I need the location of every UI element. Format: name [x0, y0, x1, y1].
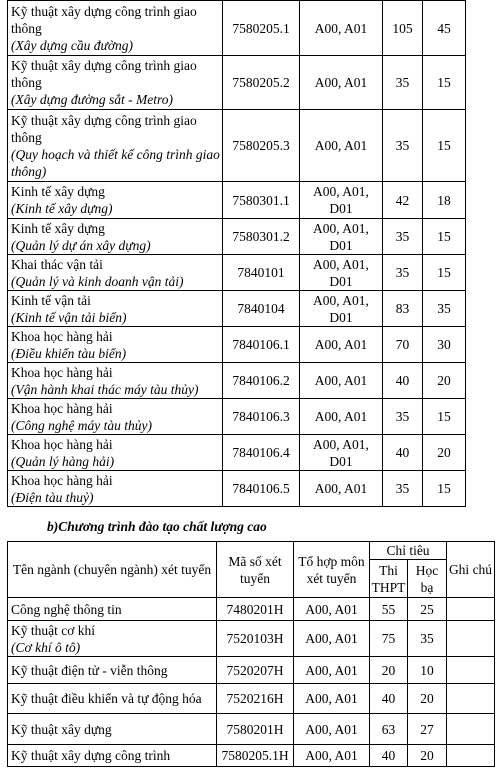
header-name: Tên ngành (chuyên ngành) xét tuyển: [8, 542, 217, 598]
table-row: [8, 621, 495, 657]
program-name-cell: [8, 291, 223, 327]
quota-hocba: 15: [423, 399, 466, 435]
quota-hocba: 20: [423, 435, 466, 471]
program-name-cell: [8, 714, 217, 745]
program-code: 7580205.3: [223, 110, 300, 182]
quota-thpt: 35: [383, 255, 423, 291]
subject-combo: A00, A01: [294, 621, 370, 657]
quota-hocba: 20: [423, 363, 466, 399]
quota-hocba: 10: [408, 657, 447, 684]
program-code: 7840106.2: [223, 363, 300, 399]
quota-hocba: 45: [423, 1, 466, 56]
quota-thpt: 35: [383, 399, 423, 435]
subject-combo: A00, A01: [300, 399, 383, 435]
specialization: (Quản lý hàng hải): [11, 453, 115, 469]
note-cell: [447, 714, 495, 745]
note-cell: [447, 745, 495, 767]
table-header-row: [8, 542, 495, 560]
quota-thpt: 35: [383, 56, 423, 110]
table-row: [8, 745, 495, 767]
quota-thpt: 20: [370, 657, 408, 684]
program-code: 7580205.1: [223, 1, 300, 56]
program-name: Khoa học hàng hải: [11, 472, 113, 488]
program-name: Khoa học hàng hải: [11, 436, 113, 452]
specialization: (Quản lý và kinh doanh vận tải): [11, 273, 184, 289]
table-row: [8, 255, 466, 291]
program-name-cell: [8, 745, 217, 767]
subject-combo: A00, A01: [300, 363, 383, 399]
program-name-cell: [8, 1, 223, 56]
quota-thpt: 63: [370, 714, 408, 745]
quota-hocba: 35: [408, 621, 447, 657]
program-name-cell: [8, 684, 217, 714]
quota-hocba: 35: [423, 291, 466, 327]
quota-thpt: 105: [383, 1, 423, 56]
header-thpt: Thi THPT: [370, 560, 408, 598]
program-name-cell: [8, 471, 223, 507]
specialization: (Cơ khí ô tô): [11, 639, 81, 655]
note-cell: [447, 598, 495, 621]
table-row: [8, 714, 495, 745]
quota-hocba: 30: [423, 327, 466, 363]
quota-thpt: 55: [370, 598, 408, 621]
table-row: [8, 110, 466, 182]
program-code: 7840106.5: [223, 471, 300, 507]
table-row: [8, 435, 466, 471]
subject-combo: A00, A01, D01: [300, 255, 383, 291]
program-name: Công nghệ thông tin: [11, 601, 122, 617]
quota-thpt: 35: [383, 110, 423, 182]
subject-combo: A00, A01: [294, 684, 370, 714]
quota-hocba: 25: [408, 598, 447, 621]
subject-combo: A00, A01: [294, 657, 370, 684]
quota-thpt: 35: [383, 471, 423, 507]
quota-thpt: 40: [383, 363, 423, 399]
specialization: (Xây dựng đường sắt - Metro): [11, 92, 174, 107]
program-name: Khai thác vận tải: [11, 256, 103, 272]
program-code: 7840104: [223, 291, 300, 327]
subject-combo: A00, A01: [294, 714, 370, 745]
header-hocba: Học bạ: [408, 560, 447, 598]
quota-thpt: 70: [383, 327, 423, 363]
program-name: Kỹ thuật xây dựng công trình: [11, 748, 171, 763]
program-code: 7520216H: [217, 684, 294, 714]
program-name-cell: [8, 363, 223, 399]
subject-combo: A00, A01: [294, 745, 370, 767]
program-code: 7840106.1: [223, 327, 300, 363]
quota-hocba: 15: [423, 219, 466, 255]
program-name: Khoa học hàng hải: [11, 400, 113, 416]
quota-hocba: 15: [423, 110, 466, 182]
program-code: 7580301.1: [223, 182, 300, 219]
program-name: Kỹ thuật điện tử - viễn thông: [11, 662, 168, 678]
program-name-cell: [8, 399, 223, 435]
program-code: 7580205.1H: [217, 745, 294, 767]
program-name-cell: [8, 56, 223, 110]
program-name-cell: [8, 327, 223, 363]
program-code: 7520207H: [217, 657, 294, 684]
program-code: 7580301.2: [223, 219, 300, 255]
program-code: 7480201H: [217, 598, 294, 621]
program-code: 7580201H: [217, 714, 294, 745]
program-name: Kỹ thuật xây dựng: [11, 721, 112, 737]
subject-combo: A00, A01: [300, 327, 383, 363]
specialization: (Điện tàu thuỷ): [11, 489, 94, 505]
program-name: Kỹ thuật xây dựng công trình giao thông: [11, 3, 197, 36]
program-code: 7840101: [223, 255, 300, 291]
program-name: Kinh tế xây dựng: [11, 184, 105, 199]
subject-combo: A00, A01: [300, 1, 383, 56]
quota-hocba: 15: [423, 56, 466, 110]
program-code: 7840106.3: [223, 399, 300, 435]
admission-table-high-quality: [7, 541, 495, 767]
table-row: [8, 471, 466, 507]
subject-combo: A00, A01, D01: [300, 435, 383, 471]
program-name-cell: [8, 255, 223, 291]
subject-combo: A00, A01, D01: [300, 291, 383, 327]
note-cell: [447, 657, 495, 684]
program-name: Kỹ thuật xây dựng công trình giao thông: [11, 112, 197, 145]
header-code: Mã số xét tuyển: [217, 542, 294, 598]
specialization: (Kinh tế xây dựng): [11, 201, 113, 216]
specialization: (Điều khiển tàu biển): [11, 345, 127, 361]
subject-combo: A00, A01: [300, 56, 383, 110]
program-name-cell: [8, 182, 223, 219]
quota-thpt: 83: [383, 291, 423, 327]
quota-thpt: 40: [370, 745, 408, 767]
specialization: (Quản lý dự án xây dựng): [11, 237, 151, 253]
section-b-title: b)Chương trình đào tạo chất lượng cao: [47, 519, 267, 534]
table-row: [8, 598, 495, 621]
table-row: [8, 657, 495, 684]
program-name-cell: [8, 219, 223, 255]
quota-hocba: 20: [408, 745, 447, 767]
table-row: [8, 1, 466, 56]
note-cell: [447, 684, 495, 714]
program-name: Kinh tế xây dựng: [11, 220, 105, 236]
header-note: Ghi chú: [447, 542, 495, 598]
program-name: Kỹ thuật xây dựng công trình giao thông: [11, 58, 197, 90]
subject-combo: A00, A01, D01: [300, 182, 383, 219]
subject-combo: A00, A01: [300, 471, 383, 507]
table-row: [8, 327, 466, 363]
specialization: (Kinh tế vận tải biển): [11, 309, 127, 325]
program-name-cell: [8, 657, 217, 684]
program-name-cell: [8, 435, 223, 471]
quota-thpt: 35: [383, 219, 423, 255]
table-row: [8, 182, 466, 219]
specialization: (Xây dựng cầu đường): [11, 37, 134, 53]
table-row: [8, 684, 495, 714]
program-code: 7580205.2: [223, 56, 300, 110]
quota-hocba: 15: [423, 255, 466, 291]
subject-combo: A00, A01, D01: [300, 219, 383, 255]
program-name: Kỹ thuật cơ khí: [11, 622, 95, 638]
table-row: [8, 219, 466, 255]
subject-combo: A00, A01: [300, 110, 383, 182]
program-name-cell: [8, 621, 217, 657]
table-row: [8, 56, 466, 110]
program-code: 7520103H: [217, 621, 294, 657]
quota-hocba: 18: [423, 182, 466, 219]
program-name-cell: [8, 598, 217, 621]
specialization: (Công nghệ máy tàu thủy): [11, 417, 152, 433]
quota-thpt: 40: [383, 435, 423, 471]
quota-hocba: 15: [423, 471, 466, 507]
quota-thpt: 40: [370, 684, 408, 714]
program-name-cell: [8, 110, 223, 182]
admission-table-standard: [7, 0, 466, 507]
table-row: [8, 363, 466, 399]
program-name: Khoa học hàng hải: [11, 328, 113, 344]
program-name: Kỹ thuật điều khiển và tự động hóa: [11, 691, 202, 706]
header-quota: Chỉ tiêu: [370, 542, 447, 560]
header-combo: Tổ hợp môn xét tuyển: [294, 542, 370, 598]
program-name: Kinh tế vận tải: [11, 292, 91, 308]
table-row: [8, 399, 466, 435]
quota-hocba: 27: [408, 714, 447, 745]
program-code: 7840106.4: [223, 435, 300, 471]
subject-combo: A00, A01: [294, 598, 370, 621]
specialization: (Quy hoạch và thiết kế công trình giao thông): [11, 146, 220, 179]
quota-thpt: 42: [383, 182, 423, 219]
program-name: Khoa học hàng hải: [11, 364, 113, 380]
note-cell: [447, 621, 495, 657]
quota-hocba: 20: [408, 684, 447, 714]
table-row: [8, 291, 466, 327]
quota-thpt: 75: [370, 621, 408, 657]
specialization: (Vận hành khai thác máy tàu thủy): [11, 381, 199, 397]
